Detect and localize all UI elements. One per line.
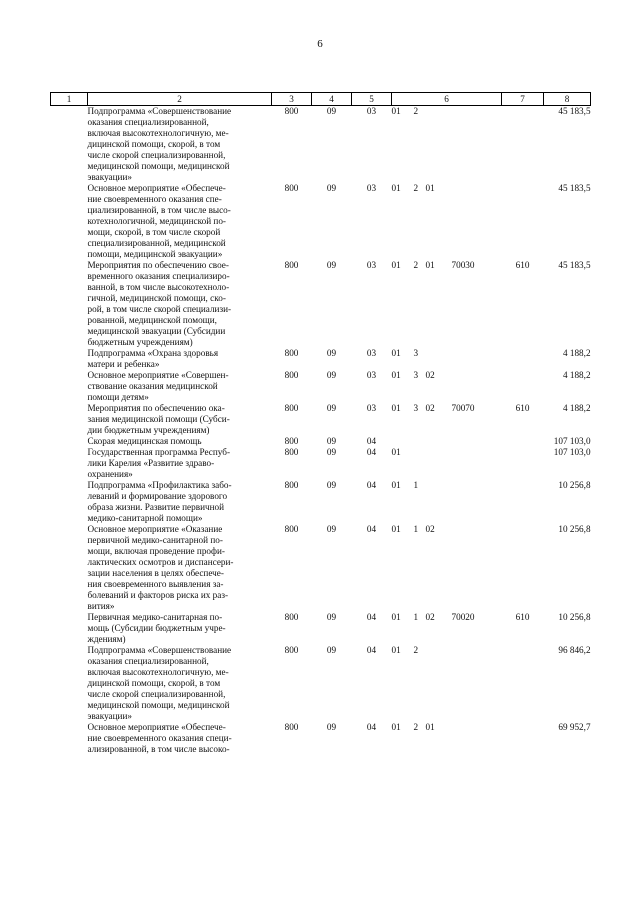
code-cell-7 — [502, 722, 544, 755]
row-name-line: охранения» — [87, 469, 133, 479]
row-name-cell — [88, 370, 272, 403]
row-name-line: ализированной, в том числе высоко- — [87, 744, 230, 754]
row-name-line: Подпрограмма «Совершенствование — [87, 106, 232, 116]
code-cell-5: 03 — [366, 348, 377, 358]
code-cell-6b: 2 — [413, 722, 419, 732]
row-name-line: числе скорой специализированной, — [87, 150, 226, 160]
code-cell-6a: 01 — [391, 260, 401, 270]
budget-table — [50, 92, 591, 755]
table-row — [51, 612, 591, 645]
row-name-line: ствование оказания медицинской — [87, 381, 218, 391]
amount-cell: 107 103,0 — [553, 447, 591, 457]
code-cell-6c: 01 — [425, 183, 435, 193]
code-cell-6a — [392, 436, 414, 447]
row-name-line: первичной медико-санитарной по- — [87, 535, 223, 545]
row-name-line: дицинской помощи, скорой, в том — [87, 678, 221, 688]
code-cell-6b: 3 — [413, 403, 419, 413]
row-name-line: бюджетным учреждениям) — [87, 337, 193, 347]
row-name-cell — [88, 524, 272, 612]
code-cell-6d: 70020 — [451, 612, 475, 622]
code-cell-6b: 3 — [413, 370, 419, 380]
row-name-line: помощи, медицинской эвакуации» — [87, 249, 223, 259]
code-cell-6a: 01 — [391, 447, 401, 457]
code-cell-3: 800 — [284, 370, 299, 380]
row-name-line: оказания специализированной, — [87, 117, 209, 127]
page-number: 6 — [317, 38, 323, 50]
code-cell-5: 03 — [366, 403, 377, 413]
row-name-line: Подпрограмма «Охрана здоровья — [87, 348, 219, 358]
row-name-line: ванной, в том числе высокотехноло- — [87, 282, 230, 292]
code-cell-4: 09 — [326, 260, 337, 270]
code-cell-6b: 2 — [413, 183, 419, 193]
row-name-line: зания медицинской помощи (Субси- — [87, 414, 230, 424]
table-header-row — [51, 93, 591, 106]
row-name-line: помощи детям» — [87, 392, 149, 402]
code-cell-6b — [414, 447, 426, 480]
code-cell-7: 610 — [515, 403, 530, 413]
row-name-line: временного оказания специализиро- — [87, 271, 230, 281]
code-cell-6d — [452, 480, 502, 524]
code-cell-5: 03 — [366, 370, 377, 380]
row-name-line: числе скорой специализированной, — [87, 689, 226, 699]
row-name-line: дии бюджетным учреждениям) — [87, 425, 210, 435]
code-cell-6a: 01 — [391, 370, 401, 380]
code-cell-6d — [452, 370, 502, 403]
row-name-line: специализированной, медицинской — [87, 238, 226, 248]
row-number-cell — [51, 106, 88, 184]
row-name-cell — [88, 436, 272, 447]
code-cell-4: 09 — [326, 645, 337, 655]
row-number-cell — [51, 403, 88, 436]
code-cell-4: 09 — [326, 106, 337, 116]
table-row — [51, 183, 591, 260]
row-name-line: эвакуации» — [87, 711, 132, 721]
row-name-line: медицинской эвакуации (Субсидии — [87, 326, 226, 336]
row-number-cell — [51, 480, 88, 524]
row-name-cell — [88, 480, 272, 524]
row-name-line: Подпрограмма «Совершенствование — [87, 645, 232, 655]
code-cell-6b: 3 — [413, 348, 419, 358]
row-name-line: ние своевременного оказания специ- — [87, 733, 232, 743]
code-cell-7 — [502, 183, 544, 260]
row-name-line: матери и ребенка» — [87, 359, 160, 369]
code-cell-6d: 70070 — [451, 403, 475, 413]
table-row — [51, 403, 591, 436]
row-name-line: Мероприятия по обеспечению свое- — [87, 260, 229, 270]
code-cell-6b: 2 — [413, 260, 419, 270]
column-header: 1 — [51, 93, 88, 106]
code-cell-5: 03 — [366, 106, 377, 116]
amount-cell: 69 952,7 — [558, 722, 591, 732]
column-header: 8 — [544, 93, 591, 106]
row-name-line: лактических осмотров и диспансери- — [87, 557, 234, 567]
row-name-cell — [88, 183, 272, 260]
row-name-cell — [88, 403, 272, 436]
code-cell-6a: 01 — [391, 645, 401, 655]
code-cell-6d: 70030 — [451, 260, 475, 270]
row-number-cell — [51, 436, 88, 447]
code-cell-5: 03 — [366, 260, 377, 270]
row-number-cell — [51, 645, 88, 722]
code-cell-6c: 01 — [425, 260, 435, 270]
code-cell-3: 800 — [284, 645, 299, 655]
column-header: 3 — [272, 93, 312, 106]
code-cell-5: 04 — [366, 436, 377, 446]
table-row — [51, 722, 591, 755]
table-row — [51, 348, 591, 370]
code-cell-6a: 01 — [391, 106, 401, 116]
row-number-cell — [51, 183, 88, 260]
code-cell-4: 09 — [326, 436, 337, 446]
amount-cell: 96 846,2 — [558, 645, 591, 655]
table-row — [51, 524, 591, 612]
code-cell-6c: 02 — [425, 612, 435, 622]
code-cell-6b: 1 — [413, 524, 419, 534]
code-cell-6d — [452, 524, 502, 612]
table-row — [51, 645, 591, 722]
code-cell-3: 800 — [284, 106, 299, 116]
row-name-line: зации населения в целях обеспече- — [87, 568, 224, 578]
column-header: 7 — [502, 93, 544, 106]
amount-cell: 45 183,5 — [558, 106, 591, 116]
row-name-line: мощи, скорой, в том числе скорой — [87, 227, 221, 237]
code-cell-7 — [502, 348, 544, 370]
row-name-line: Основное мероприятие «Обеспече- — [87, 183, 226, 193]
code-cell-6d — [452, 348, 502, 370]
amount-cell: 10 256,8 — [558, 480, 591, 490]
code-cell-7 — [502, 645, 544, 722]
code-cell-6d — [452, 183, 502, 260]
code-cell-7: 610 — [515, 260, 530, 270]
code-cell-7 — [502, 524, 544, 612]
code-cell-3: 800 — [284, 447, 299, 457]
row-name-line: рованной, медицинской помощи, — [87, 315, 217, 325]
row-name-line: оказания специализированной, — [87, 656, 209, 666]
row-name-line: мощи, включая проведение профи- — [87, 546, 225, 556]
code-cell-6c — [426, 436, 452, 447]
column-header: 5 — [352, 93, 392, 106]
table-body — [51, 106, 591, 756]
code-cell-7 — [502, 106, 544, 184]
row-name-cell — [88, 106, 272, 184]
code-cell-3: 800 — [284, 436, 299, 446]
code-cell-6b: 2 — [413, 106, 419, 116]
code-cell-6b: 2 — [413, 645, 419, 655]
row-number-cell — [51, 612, 88, 645]
amount-cell: 45 183,5 — [558, 260, 591, 270]
code-cell-6c — [426, 645, 452, 722]
amount-cell: 10 256,8 — [558, 612, 591, 622]
code-cell-3: 800 — [284, 524, 299, 534]
code-cell-5: 04 — [366, 612, 377, 622]
row-name-line: ждениям) — [87, 634, 126, 644]
row-name-line: медико-санитарной помощи» — [87, 513, 203, 523]
code-cell-6d — [452, 436, 502, 447]
code-cell-5: 04 — [366, 722, 377, 732]
row-name-cell — [88, 645, 272, 722]
code-cell-3: 800 — [284, 348, 299, 358]
table-row — [51, 447, 591, 480]
row-name-cell — [88, 260, 272, 348]
table-row — [51, 106, 591, 184]
code-cell-4: 09 — [326, 447, 337, 457]
code-cell-5: 03 — [366, 183, 377, 193]
row-name-line: медицинской помощи, медицинской — [87, 700, 230, 710]
code-cell-4: 09 — [326, 183, 337, 193]
code-cell-6a: 01 — [391, 722, 401, 732]
code-cell-6c — [426, 480, 452, 524]
code-cell-6c — [426, 348, 452, 370]
row-name-line: рой, в том числе скорой специализи- — [87, 304, 232, 314]
table-row — [51, 260, 591, 348]
code-cell-6c — [426, 447, 452, 480]
code-cell-4: 09 — [326, 524, 337, 534]
code-cell-7: 610 — [515, 612, 530, 622]
amount-cell: 107 103,0 — [553, 436, 591, 446]
code-cell-5: 04 — [366, 480, 377, 490]
row-name-line: ния своевременного выявления за- — [87, 579, 224, 589]
code-cell-6c: 02 — [425, 524, 435, 534]
row-number-cell — [51, 447, 88, 480]
code-cell-4: 09 — [326, 403, 337, 413]
row-name-cell — [88, 348, 272, 370]
code-cell-5: 04 — [366, 447, 377, 457]
row-name-line: Основное мероприятие «Обеспече- — [87, 722, 226, 732]
row-number-cell — [51, 370, 88, 403]
code-cell-6c — [426, 106, 452, 184]
code-cell-4: 09 — [326, 480, 337, 490]
code-cell-6a: 01 — [391, 480, 401, 490]
row-name-line: болеваний и факторов риска их раз- — [87, 590, 229, 600]
row-name-cell — [88, 447, 272, 480]
row-name-line: ние своевременного оказания спе- — [87, 194, 222, 204]
code-cell-6a: 01 — [391, 403, 401, 413]
row-name-line: дицинской помощи, скорой, в том — [87, 139, 221, 149]
row-name-line: Основное мероприятие «Совершен- — [87, 370, 229, 380]
code-cell-7 — [502, 436, 544, 447]
code-cell-6c: 01 — [425, 722, 435, 732]
code-cell-7 — [502, 370, 544, 403]
row-name-line: гичной, медицинской помощи, ско- — [87, 293, 226, 303]
row-name-line: образа жизни. Развитие первичной — [87, 502, 225, 512]
code-cell-6d — [452, 645, 502, 722]
code-cell-3: 800 — [284, 612, 299, 622]
table-row — [51, 370, 591, 403]
row-name-line: Государственная программа Респуб- — [87, 447, 231, 457]
code-cell-3: 800 — [284, 403, 299, 413]
table-row — [51, 480, 591, 524]
code-cell-7 — [502, 447, 544, 480]
code-cell-6a: 01 — [391, 348, 401, 358]
code-cell-5: 04 — [366, 524, 377, 534]
amount-cell: 4 188,2 — [562, 370, 591, 380]
row-name-line: циализированной, в том числе высо- — [87, 205, 231, 215]
code-cell-4: 09 — [326, 348, 337, 358]
column-header: 6 — [392, 93, 502, 106]
code-cell-3: 800 — [284, 722, 299, 732]
code-cell-6d — [452, 722, 502, 755]
code-cell-3: 800 — [284, 260, 299, 270]
code-cell-6b: 1 — [413, 612, 419, 622]
code-cell-3: 800 — [284, 480, 299, 490]
row-name-line: лики Карелия «Развитие здраво- — [87, 458, 215, 468]
code-cell-4: 09 — [326, 612, 337, 622]
row-name-line: Мероприятия по обеспечению ока- — [87, 403, 225, 413]
row-name-line: котехнологичной, медицинской по- — [87, 216, 226, 226]
row-name-line: вития» — [87, 601, 115, 611]
row-name-line: Подпрограмма «Профилактика забо- — [87, 480, 232, 490]
code-cell-6d — [452, 447, 502, 480]
code-cell-5: 04 — [366, 645, 377, 655]
row-number-cell — [51, 348, 88, 370]
row-name-line: Основное мероприятие «Оказание — [87, 524, 223, 534]
code-cell-4: 09 — [326, 370, 337, 380]
code-cell-6d — [452, 106, 502, 184]
row-name-line: медицинской помощи, медицинской — [87, 161, 230, 171]
code-cell-3: 800 — [284, 183, 299, 193]
amount-cell: 10 256,8 — [558, 524, 591, 534]
code-cell-6c: 02 — [425, 370, 435, 380]
column-header: 2 — [88, 93, 272, 106]
amount-cell: 4 188,2 — [562, 403, 591, 413]
code-cell-7 — [502, 480, 544, 524]
row-name-cell — [88, 722, 272, 755]
code-cell-4: 09 — [326, 722, 337, 732]
row-number-cell — [51, 524, 88, 612]
column-header: 4 — [312, 93, 352, 106]
row-name-cell — [88, 612, 272, 645]
row-name-line: эвакуации» — [87, 172, 132, 182]
row-name-line: включая высокотехнологичную, ме- — [87, 128, 229, 138]
amount-cell: 4 188,2 — [562, 348, 591, 358]
code-cell-6a: 01 — [391, 524, 401, 534]
row-number-cell — [51, 722, 88, 755]
code-cell-6c: 02 — [425, 403, 435, 413]
amount-cell: 45 183,5 — [558, 183, 591, 193]
table-row — [51, 436, 591, 447]
row-name-line: леваний и формирование здорового — [87, 491, 228, 501]
row-name-line: Скорая медицинская помощь — [87, 436, 202, 446]
row-name-line: включая высокотехнологичную, ме- — [87, 667, 229, 677]
code-cell-6a: 01 — [391, 183, 401, 193]
row-name-line: Первичная медико-санитарная по- — [87, 612, 223, 622]
row-number-cell — [51, 260, 88, 348]
code-cell-6b — [414, 436, 426, 447]
row-name-line: мощь (Субсидии бюджетным учре- — [87, 623, 226, 633]
code-cell-6a: 01 — [391, 612, 401, 622]
code-cell-6b: 1 — [413, 480, 419, 490]
